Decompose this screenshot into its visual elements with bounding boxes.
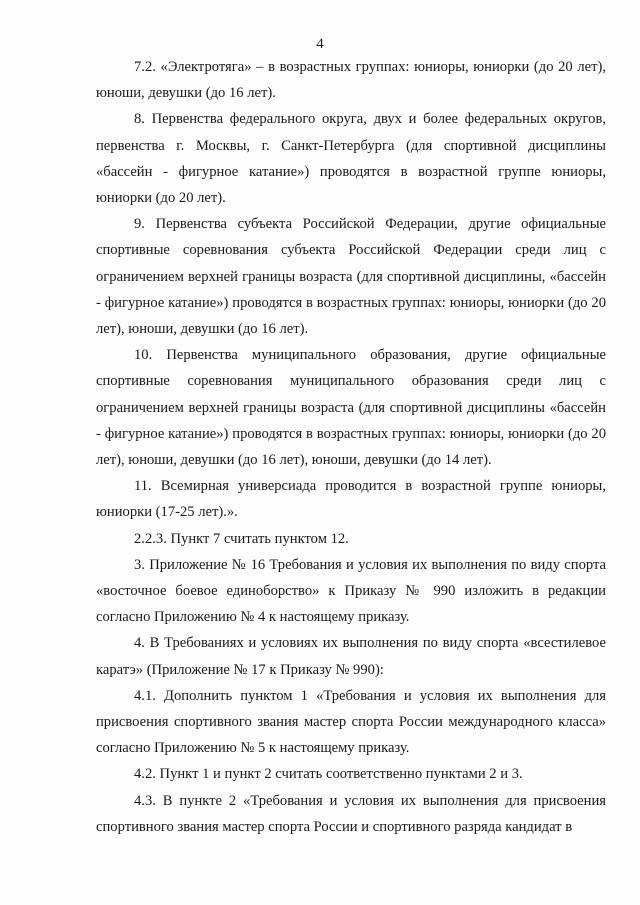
paragraph-4-1: 4.1. Дополнить пунктом 1 «Требования и условия их выполнения для присвоения спортивного звания мастер спорта России международного класса» согласно Приложению № 5 к настоящему приказу. [96,687,606,757]
paragraph-11: 11. Всемирная универсиада проводится в возрастной группе юниоры, юниорки (17-25 лет).». [96,478,606,521]
paragraph-3: 3. Приложение № 16 Требования и условия их выполнения по виду спорта «восточное боевое единоборство» к Приказу № 990 изложить в редакции согласно Приложению № 4 к настоящему приказу. [96,556,606,626]
paragraph-4: 4. В Требованиях и условиях их выполнения по виду спорта «всестилевое каратэ» (Приложение № 17 к Приказу № 990): [96,635,606,678]
paragraph-4-3: 4.3. В пункте 2 «Требования и условия их выполнения для присвоения спортивного звания мастер спорта России и спортивного разряда кандидат в [96,792,606,835]
paragraph-4-2: 4.2. Пункт 1 и пункт 2 считать соответственно пунктами 2 и 3. [134,766,523,783]
document-body [96,54,606,840]
paragraph-8: 8. Первенства федерального округа, двух и более федеральных округов, первенства г. Москвы, г. Санкт-Петербурга (для спортивной дисциплины «бассейн - фигурное катание») проводятся в возрастной группе юниоры, юниорки (до 20 лет). [96,111,606,207]
page-number: 4 [316,36,324,52]
paragraph-7-2: 7.2. «Электротяга» – в возрастных группах: юниоры, юниорки (до 20 лет), юноши, девушки (до 16 лет). [96,59,606,102]
paragraph-9: 9. Первенства субъекта Российской Федерации, другие официальные спортивные соревнования субъекта Российской Федерации среди лиц с ограничением верхней границы возраста (для спортивной дисциплины, «бассейн - фигурное катание») проводятся в возрастных группах: юниоры, юниорки (до 20 лет), юноши, девушки (до 16 лет). [96,216,606,338]
paragraph-10: 10. Первенства муниципального образования, другие официальные спортивные соревнования муниципального образования среди лиц с ограничением верхней границы возраста (для спортивной дисциплины «бассейн - фигурное катание») проводятся в возрастных группах: юниоры, юниорки (до 20 лет), юноши, девушки (до 16 лет), юноши, девушки (до 14 лет). [96,347,606,469]
paragraph-2-2-3: 2.2.3. Пункт 7 считать пунктом 12. [134,530,349,547]
